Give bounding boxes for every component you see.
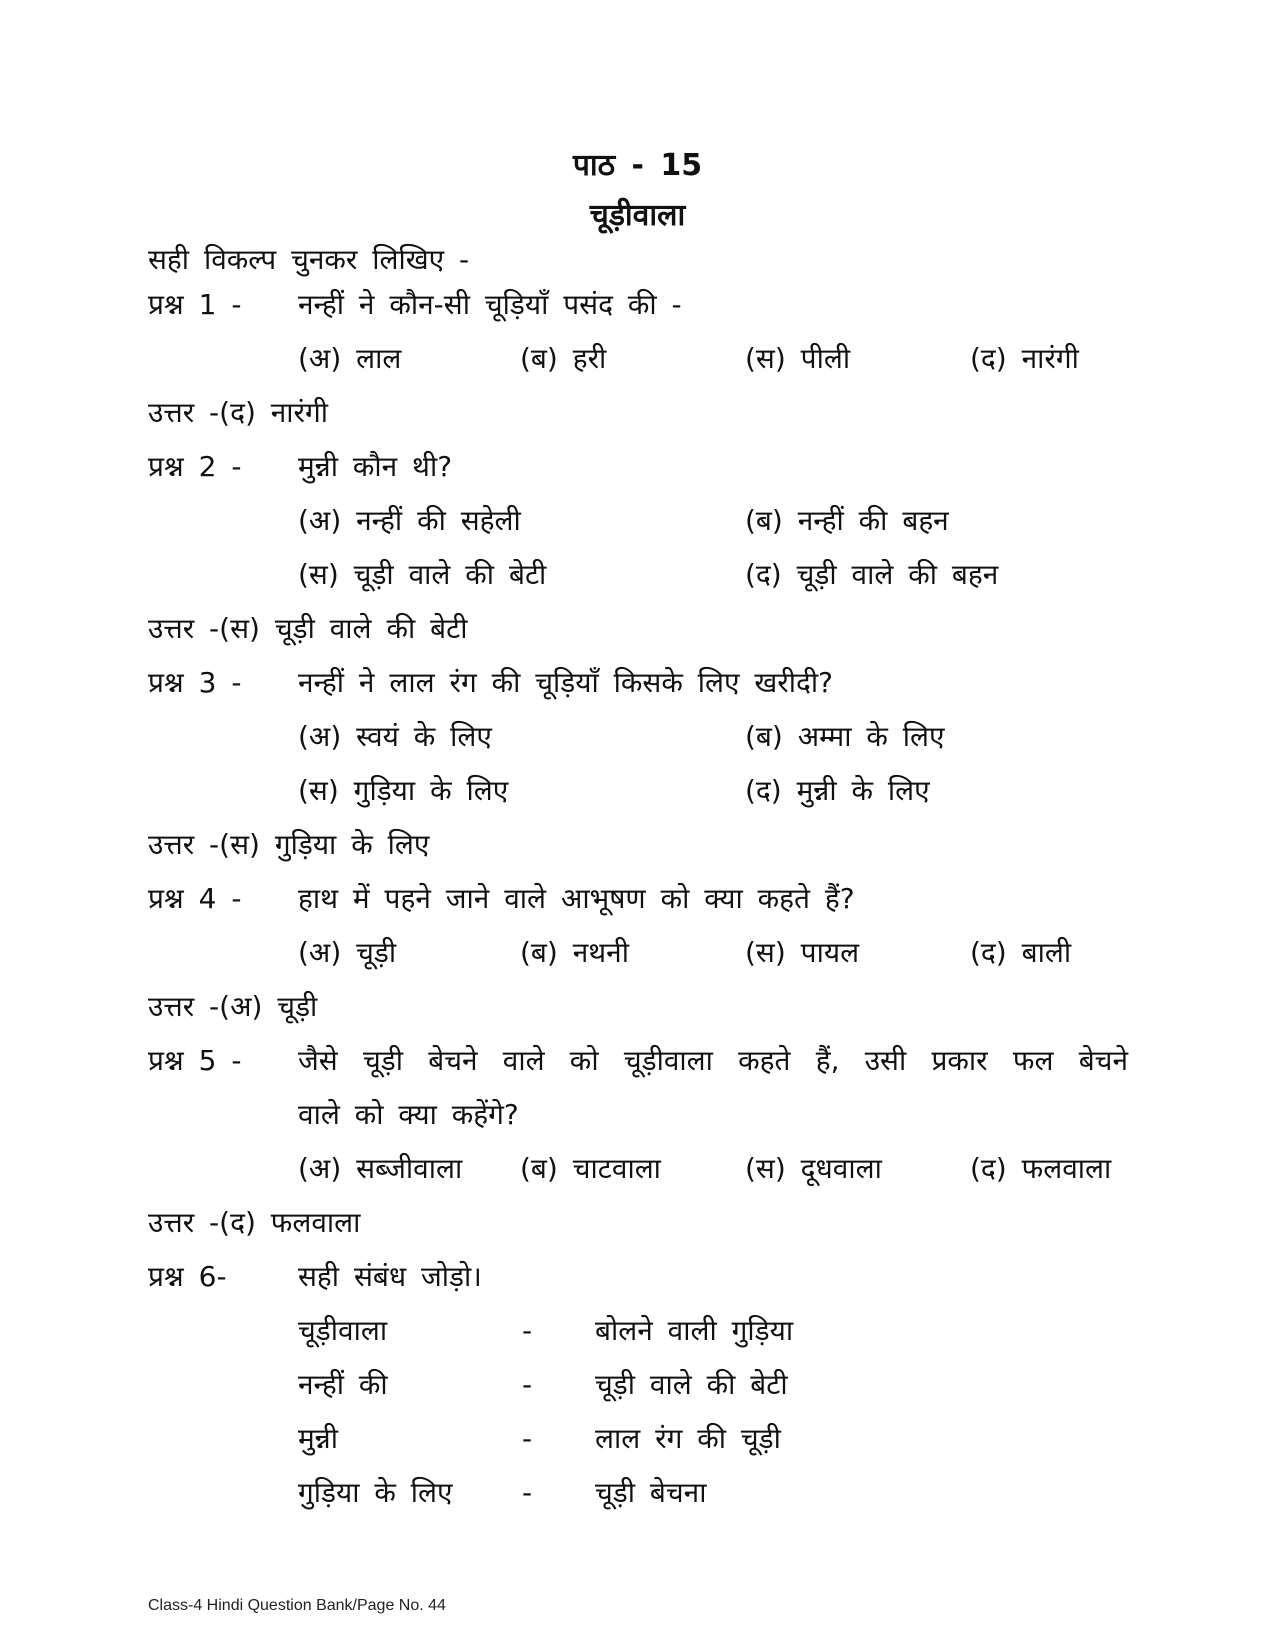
question-label: प्रश्न 5 -: [148, 1044, 242, 1077]
option: (अ) लाल: [298, 342, 402, 375]
question-text: हाथ में पहने जाने वाले आभूषण को क्या कहते हैं?: [298, 882, 855, 915]
match-right: बोलने वाली गुड़िया: [595, 1314, 794, 1347]
option: (अ) सब्जीवाला: [298, 1152, 463, 1185]
option: (अ) नन्हीं की सहेली: [298, 504, 521, 537]
answer: उत्तर -(अ) चूड़ी: [148, 990, 318, 1023]
option: (स) गुड़िया के लिए: [298, 774, 509, 807]
answer: उत्तर -(द) नारंगी: [148, 396, 329, 429]
lesson-title: चूड़ीवाला: [589, 198, 686, 233]
lesson-number: पाठ - 15: [572, 148, 703, 183]
match-left: नन्हीं की: [298, 1368, 388, 1401]
option: (अ) चूड़ी: [298, 936, 397, 969]
page-footer: Class-4 Hindi Question Bank/Page No. 44: [148, 1597, 446, 1614]
option: (द) फलवाला: [970, 1152, 1112, 1185]
question-label: प्रश्न 3 -: [148, 666, 242, 699]
question-text-line-1: जैसे चूड़ी बेचने वाले को चूड़ीवाला कहते हैं, उसी प्रकार फल बेचने: [298, 1044, 1128, 1077]
option: (ब) हरी: [520, 342, 607, 375]
option: (ब) नथनी: [520, 936, 629, 969]
option: (ब) चाटवाला: [520, 1152, 661, 1185]
question-text: नन्हीं ने लाल रंग की चूड़ियाँ किसके लिए खरीदी?: [298, 666, 833, 699]
option: (स) चूड़ी वाले की बेटी: [298, 558, 547, 591]
option: (स) दूधवाला: [745, 1152, 882, 1185]
option: (अ) स्वयं के लिए: [298, 720, 492, 753]
question-label: प्रश्न 2 -: [148, 450, 242, 483]
option: (द) नारंगी: [970, 342, 1079, 375]
match-left: चूड़ीवाला: [298, 1314, 388, 1347]
question-label: प्रश्न 1 -: [148, 288, 242, 321]
match-dash: -: [522, 1314, 533, 1347]
option: (द) मुन्नी के लिए: [745, 774, 930, 807]
option: (द) चूड़ी वाले की बहन: [745, 558, 999, 591]
question-label: प्रश्न 4 -: [148, 882, 242, 915]
match-left: गुड़िया के लिए: [298, 1476, 453, 1509]
match-right: चूड़ी वाले की बेटी: [595, 1368, 788, 1401]
match-left: मुन्नी: [298, 1422, 338, 1455]
answer: उत्तर -(स) गुड़िया के लिए: [148, 828, 430, 861]
option: (स) पायल: [745, 936, 860, 969]
option: (ब) अम्मा के लिए: [745, 720, 945, 753]
match-right: लाल रंग की चूड़ी: [595, 1422, 781, 1455]
match-dash: -: [522, 1476, 533, 1509]
answer: उत्तर -(स) चूड़ी वाले की बेटी: [148, 612, 468, 645]
answer: उत्तर -(द) फलवाला: [148, 1206, 361, 1239]
question-text: नन्हीं ने कौन-सी चूड़ियाँ पसंद की -: [298, 288, 682, 321]
question-label: प्रश्न 6-: [148, 1260, 227, 1293]
question-text-line-2: वाले को क्या कहेंगे?: [298, 1098, 519, 1131]
option: (द) बाली: [970, 936, 1072, 969]
option: (स) पीली: [745, 342, 851, 375]
match-dash: -: [522, 1422, 533, 1455]
match-dash: -: [522, 1368, 533, 1401]
match-right: चूड़ी बेचना: [595, 1476, 707, 1509]
question-text: मुन्नी कौन थी?: [298, 450, 453, 483]
option: (ब) नन्हीं की बहन: [745, 504, 949, 537]
question-text: सही संबंध जोड़ो।: [298, 1260, 482, 1293]
instruction: सही विकल्प चुनकर लिखिए -: [148, 243, 470, 276]
